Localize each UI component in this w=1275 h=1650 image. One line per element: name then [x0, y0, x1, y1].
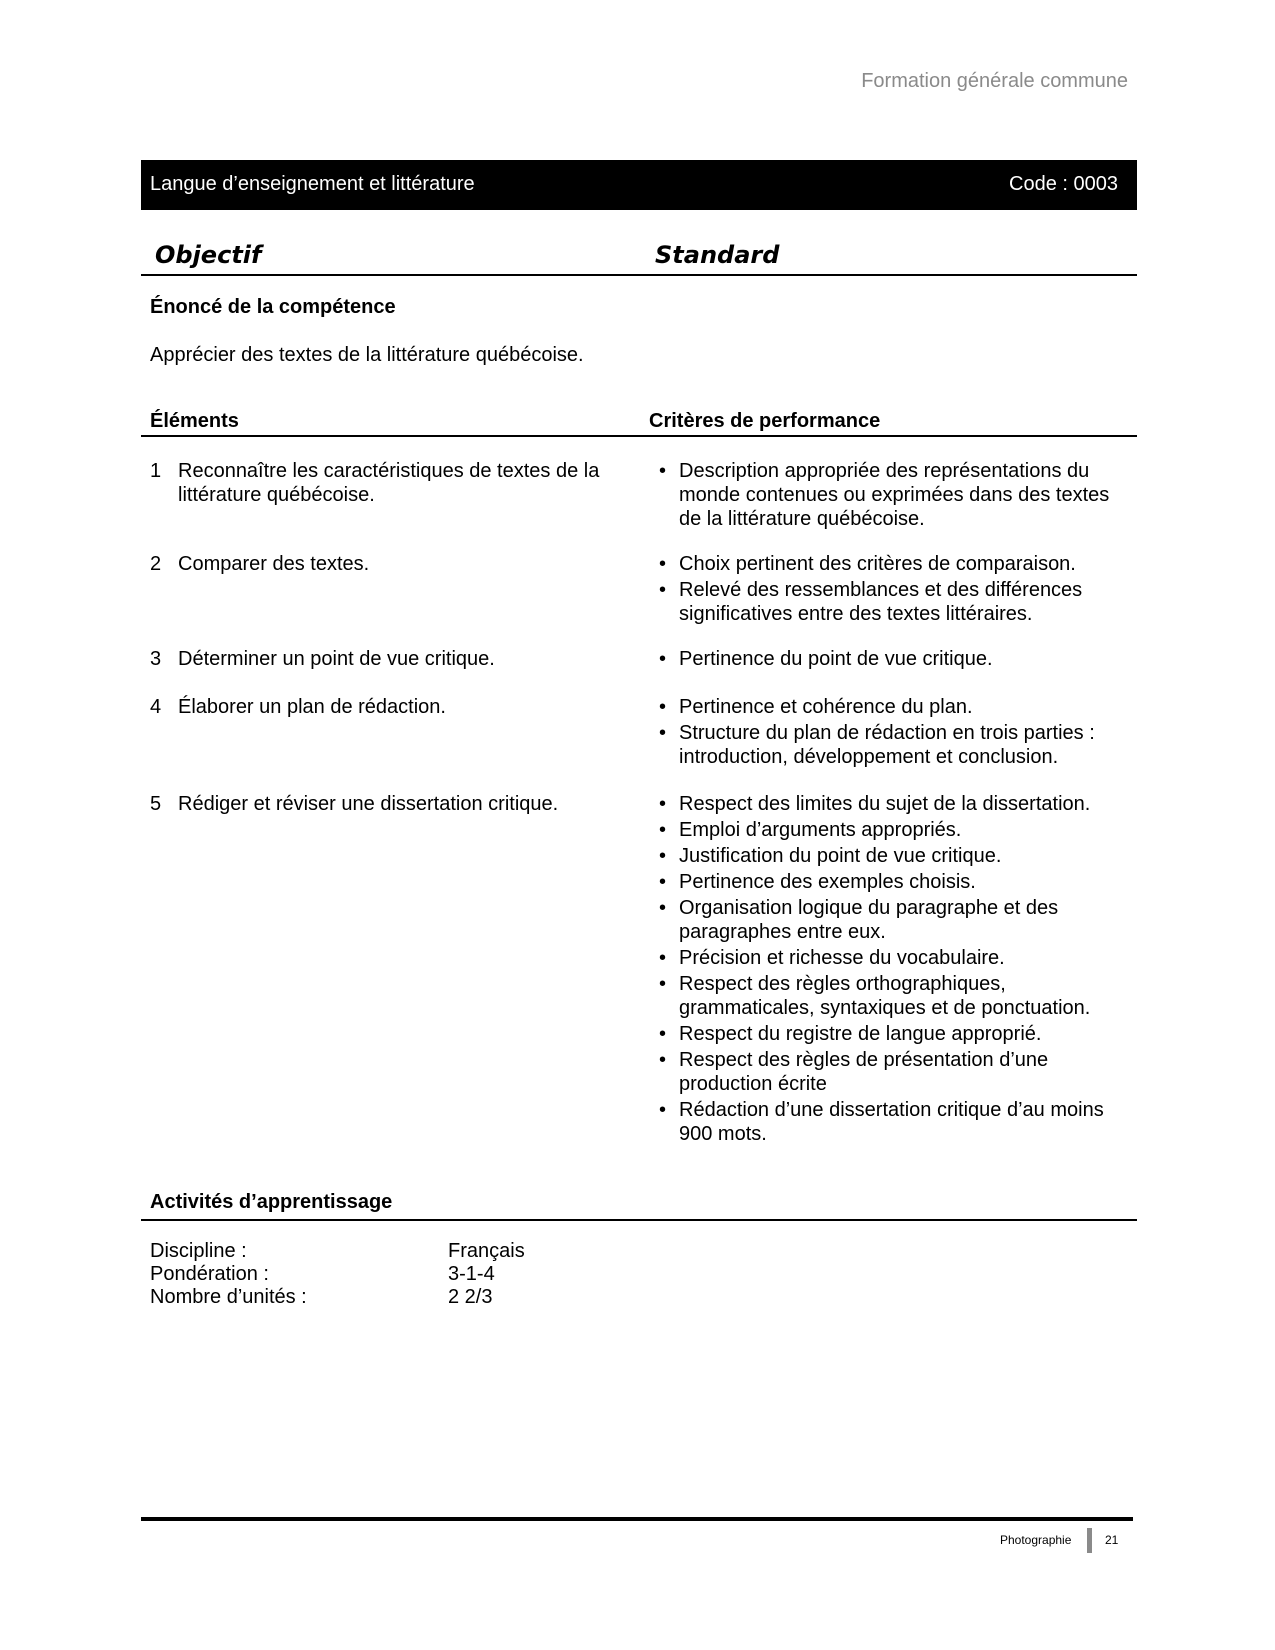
criterion-item: • Choix pertinent des critères de comparaison.: [657, 552, 1127, 576]
element-text: Élaborer un plan de rédaction.: [178, 696, 446, 718]
table-row: [141, 552, 1137, 647]
meta-value: 2 2/3: [448, 1286, 493, 1308]
meta-value: Français: [448, 1240, 525, 1262]
page-number: 21: [1105, 1533, 1119, 1547]
criterion-item: • Respect du registre de langue approprié.: [657, 1022, 1127, 1046]
element-number: 1: [150, 460, 162, 482]
elements-column-heading: Éléments: [150, 410, 239, 432]
criterion-item: • Pertinence du point de vue critique.: [657, 647, 1127, 671]
elements-criteria-table: [141, 459, 1137, 1148]
criterion-item: • Pertinence et cohérence du plan.: [657, 695, 1127, 719]
activites-label: Activités d’apprentissage: [150, 1191, 393, 1213]
criterion-item: • Structure du plan de rédaction en trois parties : introduction, développement et conclusion.: [657, 721, 1127, 769]
criterion-item: • Précision et richesse du vocabulaire.: [657, 946, 1127, 970]
element-number: 3: [150, 648, 162, 670]
footer-program: Photographie: [1000, 1533, 1072, 1547]
criterion-item: • Respect des limites du sujet de la dissertation.: [657, 792, 1127, 816]
criterion-item: • Respect des règles orthographiques, grammaticales, syntaxiques et de ponctuation.: [657, 972, 1127, 1020]
columns-header: [141, 408, 1137, 437]
element-text: Rédiger et réviser une dissertation critique.: [178, 793, 559, 815]
objectif-heading: Objectif: [155, 241, 262, 269]
element-text: Reconnaître les caractéristiques de textes de la littérature québécoise.: [178, 460, 600, 506]
enonce-text: Apprécier des textes de la littérature québécoise.: [150, 344, 584, 366]
course-meta: [150, 1240, 525, 1309]
meta-row: [150, 1286, 525, 1309]
table-row: [141, 647, 1137, 695]
course-code: Code : 0003: [1009, 173, 1118, 195]
criteres-column-heading: Critères de performance: [649, 410, 881, 432]
course-title-bar: [141, 160, 1137, 210]
meta-row: [150, 1263, 525, 1286]
criterion-item: • Relevé des ressemblances et des différences significatives entre des textes littéraires.: [657, 578, 1127, 626]
table-row: [141, 695, 1137, 792]
enonce-label: Énoncé de la compétence: [150, 296, 396, 318]
course-title: Langue d’enseignement et littérature: [150, 173, 475, 195]
meta-key: Nombre d’unités :: [150, 1286, 307, 1308]
criterion-item: • Respect des règles de présentation d’une production écrite: [657, 1048, 1127, 1096]
criterion-item: • Organisation logique du paragraphe et des paragraphes entre eux.: [657, 896, 1127, 944]
element-text: Comparer des textes.: [178, 553, 370, 575]
criterion-item: • Emploi d’arguments appropriés.: [657, 818, 1127, 842]
footer-rule: [141, 1517, 1133, 1521]
table-row: [141, 459, 1137, 552]
criterion-item: • Justification du point de vue critique.: [657, 844, 1127, 868]
criterion-item: • Pertinence des exemples choisis.: [657, 870, 1127, 894]
meta-value: 3-1-4: [448, 1263, 495, 1285]
objective-standard-header: [141, 238, 1137, 276]
running-head: Formation générale commune: [861, 70, 1128, 92]
standard-heading: Standard: [655, 241, 780, 269]
element-number: 4: [150, 696, 162, 718]
element-text: Déterminer un point de vue critique.: [178, 648, 495, 670]
footer-divider: [1087, 1528, 1092, 1553]
meta-key: Pondération :: [150, 1263, 269, 1285]
activites-header: [141, 1189, 1137, 1221]
meta-row: [150, 1240, 525, 1263]
element-number: 5: [150, 793, 162, 815]
element-number: 2: [150, 553, 162, 575]
criterion-item: • Description appropriée des représentations du monde contenues ou exprimées dans des textes de la littérature québécoise.: [657, 459, 1127, 531]
criterion-item: • Rédaction d’une dissertation critique d’au moins 900 mots.: [657, 1098, 1127, 1146]
table-row: [141, 792, 1137, 1148]
meta-key: Discipline :: [150, 1240, 247, 1262]
